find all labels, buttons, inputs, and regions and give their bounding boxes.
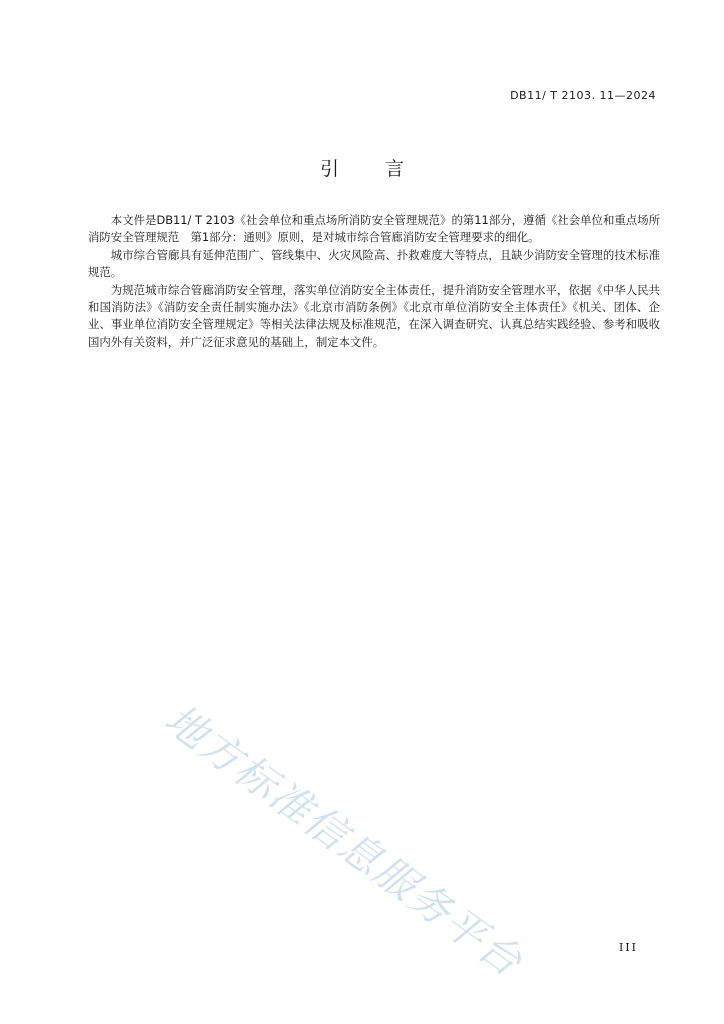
page-number: III xyxy=(618,941,638,954)
watermark: 地方标准信息服务平台 xyxy=(155,694,532,987)
page-title: 引言 xyxy=(319,158,450,180)
body-text xyxy=(88,212,660,351)
paragraph: 为规范城市综合管廊消防安全管理，落实单位消防安全主体责任，提升消防安全管理水平，依据《中华人民共和国消防法》《消防安全责任制实施办法》《北京市消防条例》《北京市单位消防安全主体责任》《机关、团体、企业、事业单位消防安全管理规定》等相关法律法规及标准规范，在深入调查研究、认真总结实践经验、参考和吸收国内外有关资料，并广泛征求意见的基础上，制定本文件。 xyxy=(88,282,660,349)
paragraph: 城市综合管廊具有延伸范围广、管线集中、火灾风险高、扑救难度大等特点，且缺少消防安全管理的技术标准规范。 xyxy=(88,247,660,280)
paragraph: 本文件是DB11/ T 2103《社会单位和重点场所消防安全管理规范》的第11部分，遵循《社会单位和重点场所消防安全管理规范 第1部分：通则》原则，是对城市综合管廊消防安全管理要求的细化。 xyxy=(88,213,660,245)
document-code: DB11/ T 2103. 11—2024 xyxy=(510,89,656,102)
